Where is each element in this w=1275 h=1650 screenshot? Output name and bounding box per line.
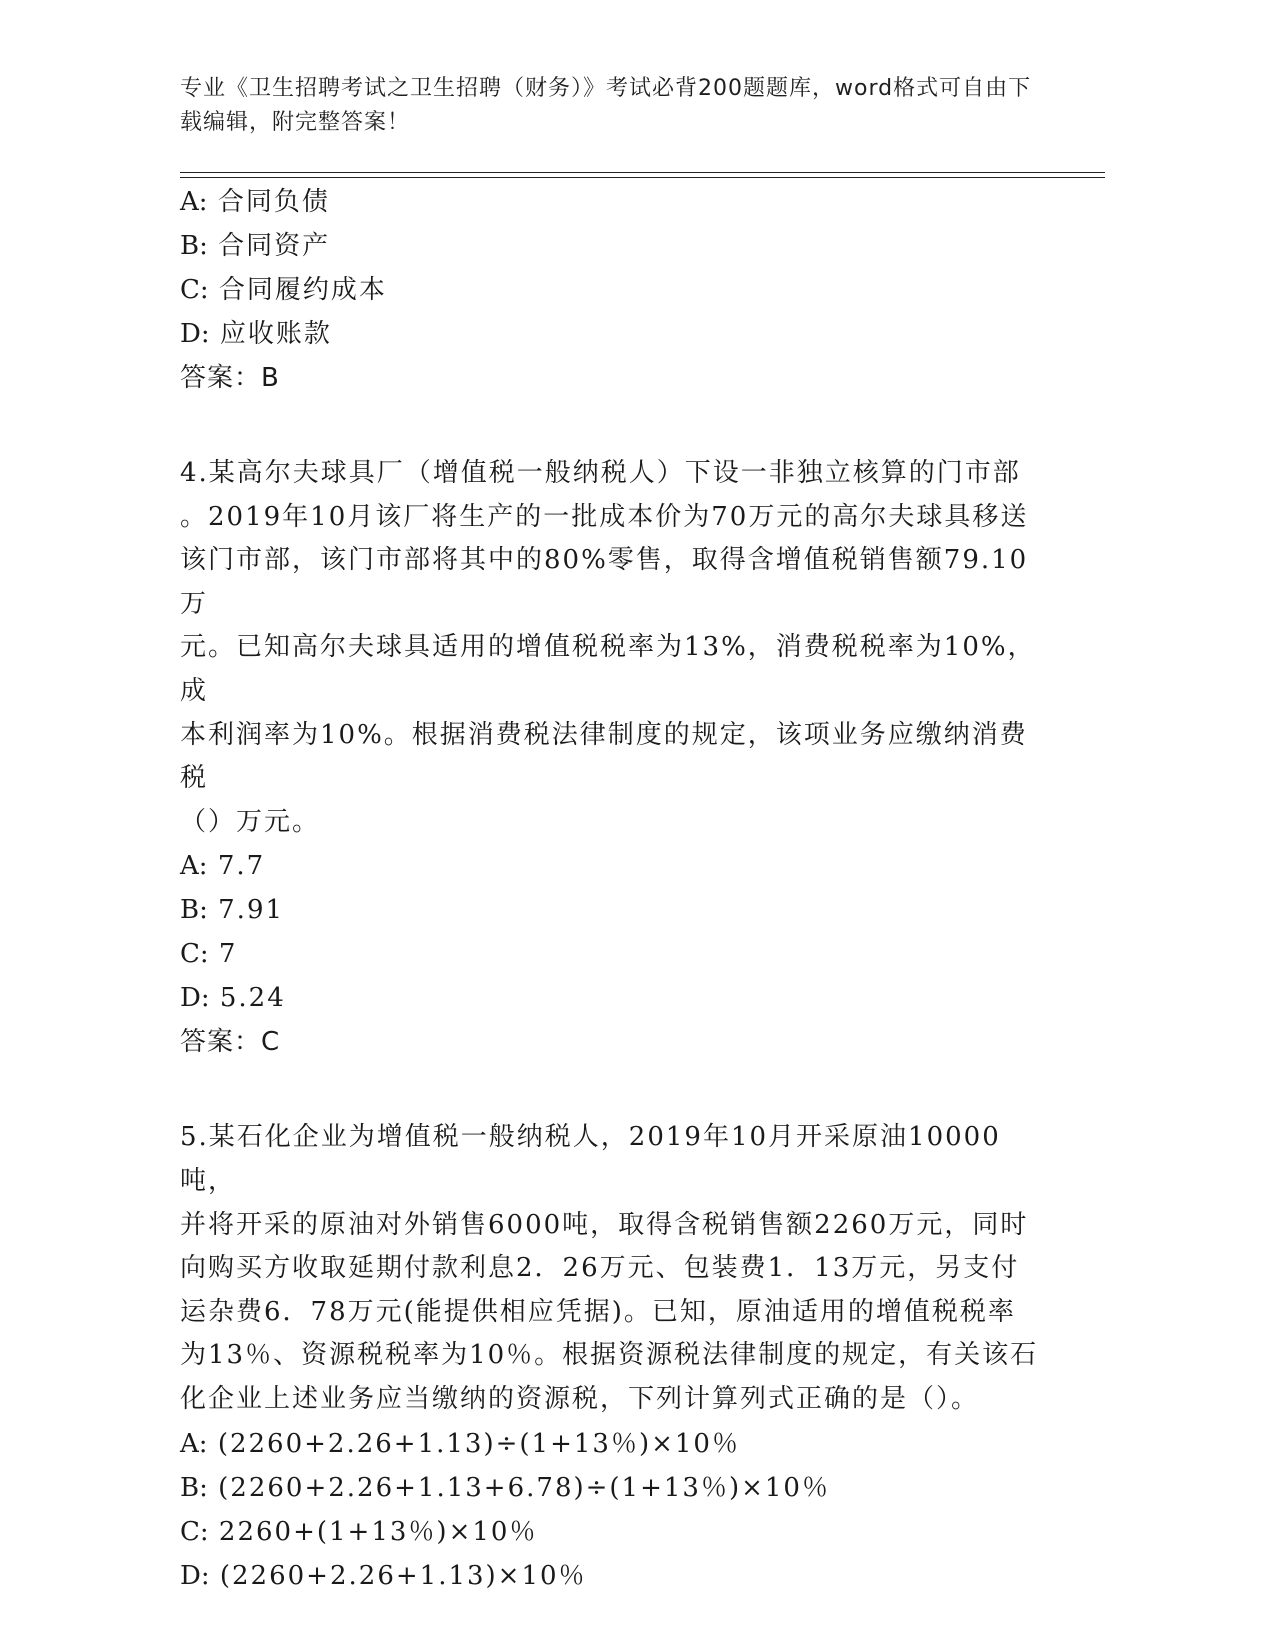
option-b bbox=[180, 1466, 1050, 1510]
option-text: (2260+2.26+1.13+6.78)÷(1+13％)×10％ bbox=[218, 1472, 830, 1503]
option-label: D: bbox=[180, 319, 210, 349]
option-label: C: bbox=[180, 939, 209, 970]
option-text: 应收账款 bbox=[219, 319, 332, 349]
question-4-answer: 答案：C bbox=[180, 1027, 281, 1058]
option-text: 合同资产 bbox=[218, 231, 331, 261]
option-label: B: bbox=[180, 231, 208, 261]
option-b bbox=[180, 224, 1050, 268]
option-text: 7.91 bbox=[218, 895, 285, 926]
option-label: B: bbox=[180, 1472, 208, 1503]
option-d bbox=[180, 1554, 1050, 1598]
option-text: 2260+(1+13％)×10％ bbox=[218, 1516, 538, 1547]
option-c bbox=[180, 268, 1050, 312]
option-text: (2260+2.26+1.13)×10％ bbox=[219, 1560, 587, 1591]
spacer bbox=[180, 400, 1050, 452]
option-label: C: bbox=[180, 1516, 209, 1547]
option-text: 7.7 bbox=[217, 851, 266, 882]
option-label: A: bbox=[180, 851, 208, 882]
option-c bbox=[180, 932, 1050, 976]
option-label: D: bbox=[180, 1560, 210, 1591]
option-d bbox=[180, 976, 1050, 1020]
question-4 bbox=[180, 452, 1050, 1064]
option-text: (2260+2.26+1.13)÷(1+13％)×10％ bbox=[217, 1428, 740, 1459]
option-a bbox=[180, 180, 1050, 224]
question-4-text: 4.某高尔夫球具厂（增值税一般纳税人）下设一非独立核算的门市部 。2019年10月该厂将生产的一批成本价为70万元的高尔夫球具移送 该门市部，该门市部将其中的80%零售，取得含增值税销售额79.10万 元。已知高尔夫球具适用的增值税税率为13%，消费税税率为10%，成 本利润率为10%。根据消费税法律制度的规定，该项业务应缴纳消费税 （）万元。 bbox=[180, 458, 1036, 837]
spacer bbox=[180, 1064, 1050, 1116]
option-label: B: bbox=[180, 895, 208, 926]
option-text: 7 bbox=[218, 939, 238, 970]
option-a bbox=[180, 1422, 1050, 1466]
option-a bbox=[180, 844, 1050, 888]
option-label: D: bbox=[180, 983, 210, 1014]
question-3-answer: 答案：B bbox=[180, 363, 280, 393]
option-text: 5.24 bbox=[219, 983, 286, 1014]
option-label: A: bbox=[180, 1428, 208, 1459]
option-text: 合同负债 bbox=[217, 187, 330, 217]
header-divider-top bbox=[180, 172, 1105, 173]
option-text: 合同履约成本 bbox=[218, 275, 387, 305]
question-5-text: 5.某石化企业为增值税一般纳税人，2019年10月开采原油10000吨， 并将开采的原油对外销售6000吨，取得含税销售额2260万元，同时 向购买方收取延期付款利息2．26万元、包装费1．13万元，另支付 运杂费6．78万元(能提供相应凭据)。已知，原油适用的增值税税率 为13％、资源税税率为10％。根据资源税法律制度的规定，有关该石 化企业上述业务应当缴纳的资源税，下列计算列式正确的是（）。 bbox=[180, 1122, 1039, 1414]
option-d bbox=[180, 312, 1050, 356]
option-b bbox=[180, 888, 1050, 932]
question-5 bbox=[180, 1116, 1050, 1597]
option-c bbox=[180, 1510, 1050, 1554]
page-header: 专业《卫生招聘考试之卫生招聘（财务）》考试必背200题题库，word格式可自由下载编辑，附完整答案！ bbox=[180, 76, 1032, 135]
question-3-options bbox=[180, 180, 1050, 400]
header-divider-bottom bbox=[180, 177, 1105, 178]
option-label: A: bbox=[180, 187, 208, 217]
document-body bbox=[180, 180, 1050, 1598]
option-label: C: bbox=[180, 275, 209, 305]
